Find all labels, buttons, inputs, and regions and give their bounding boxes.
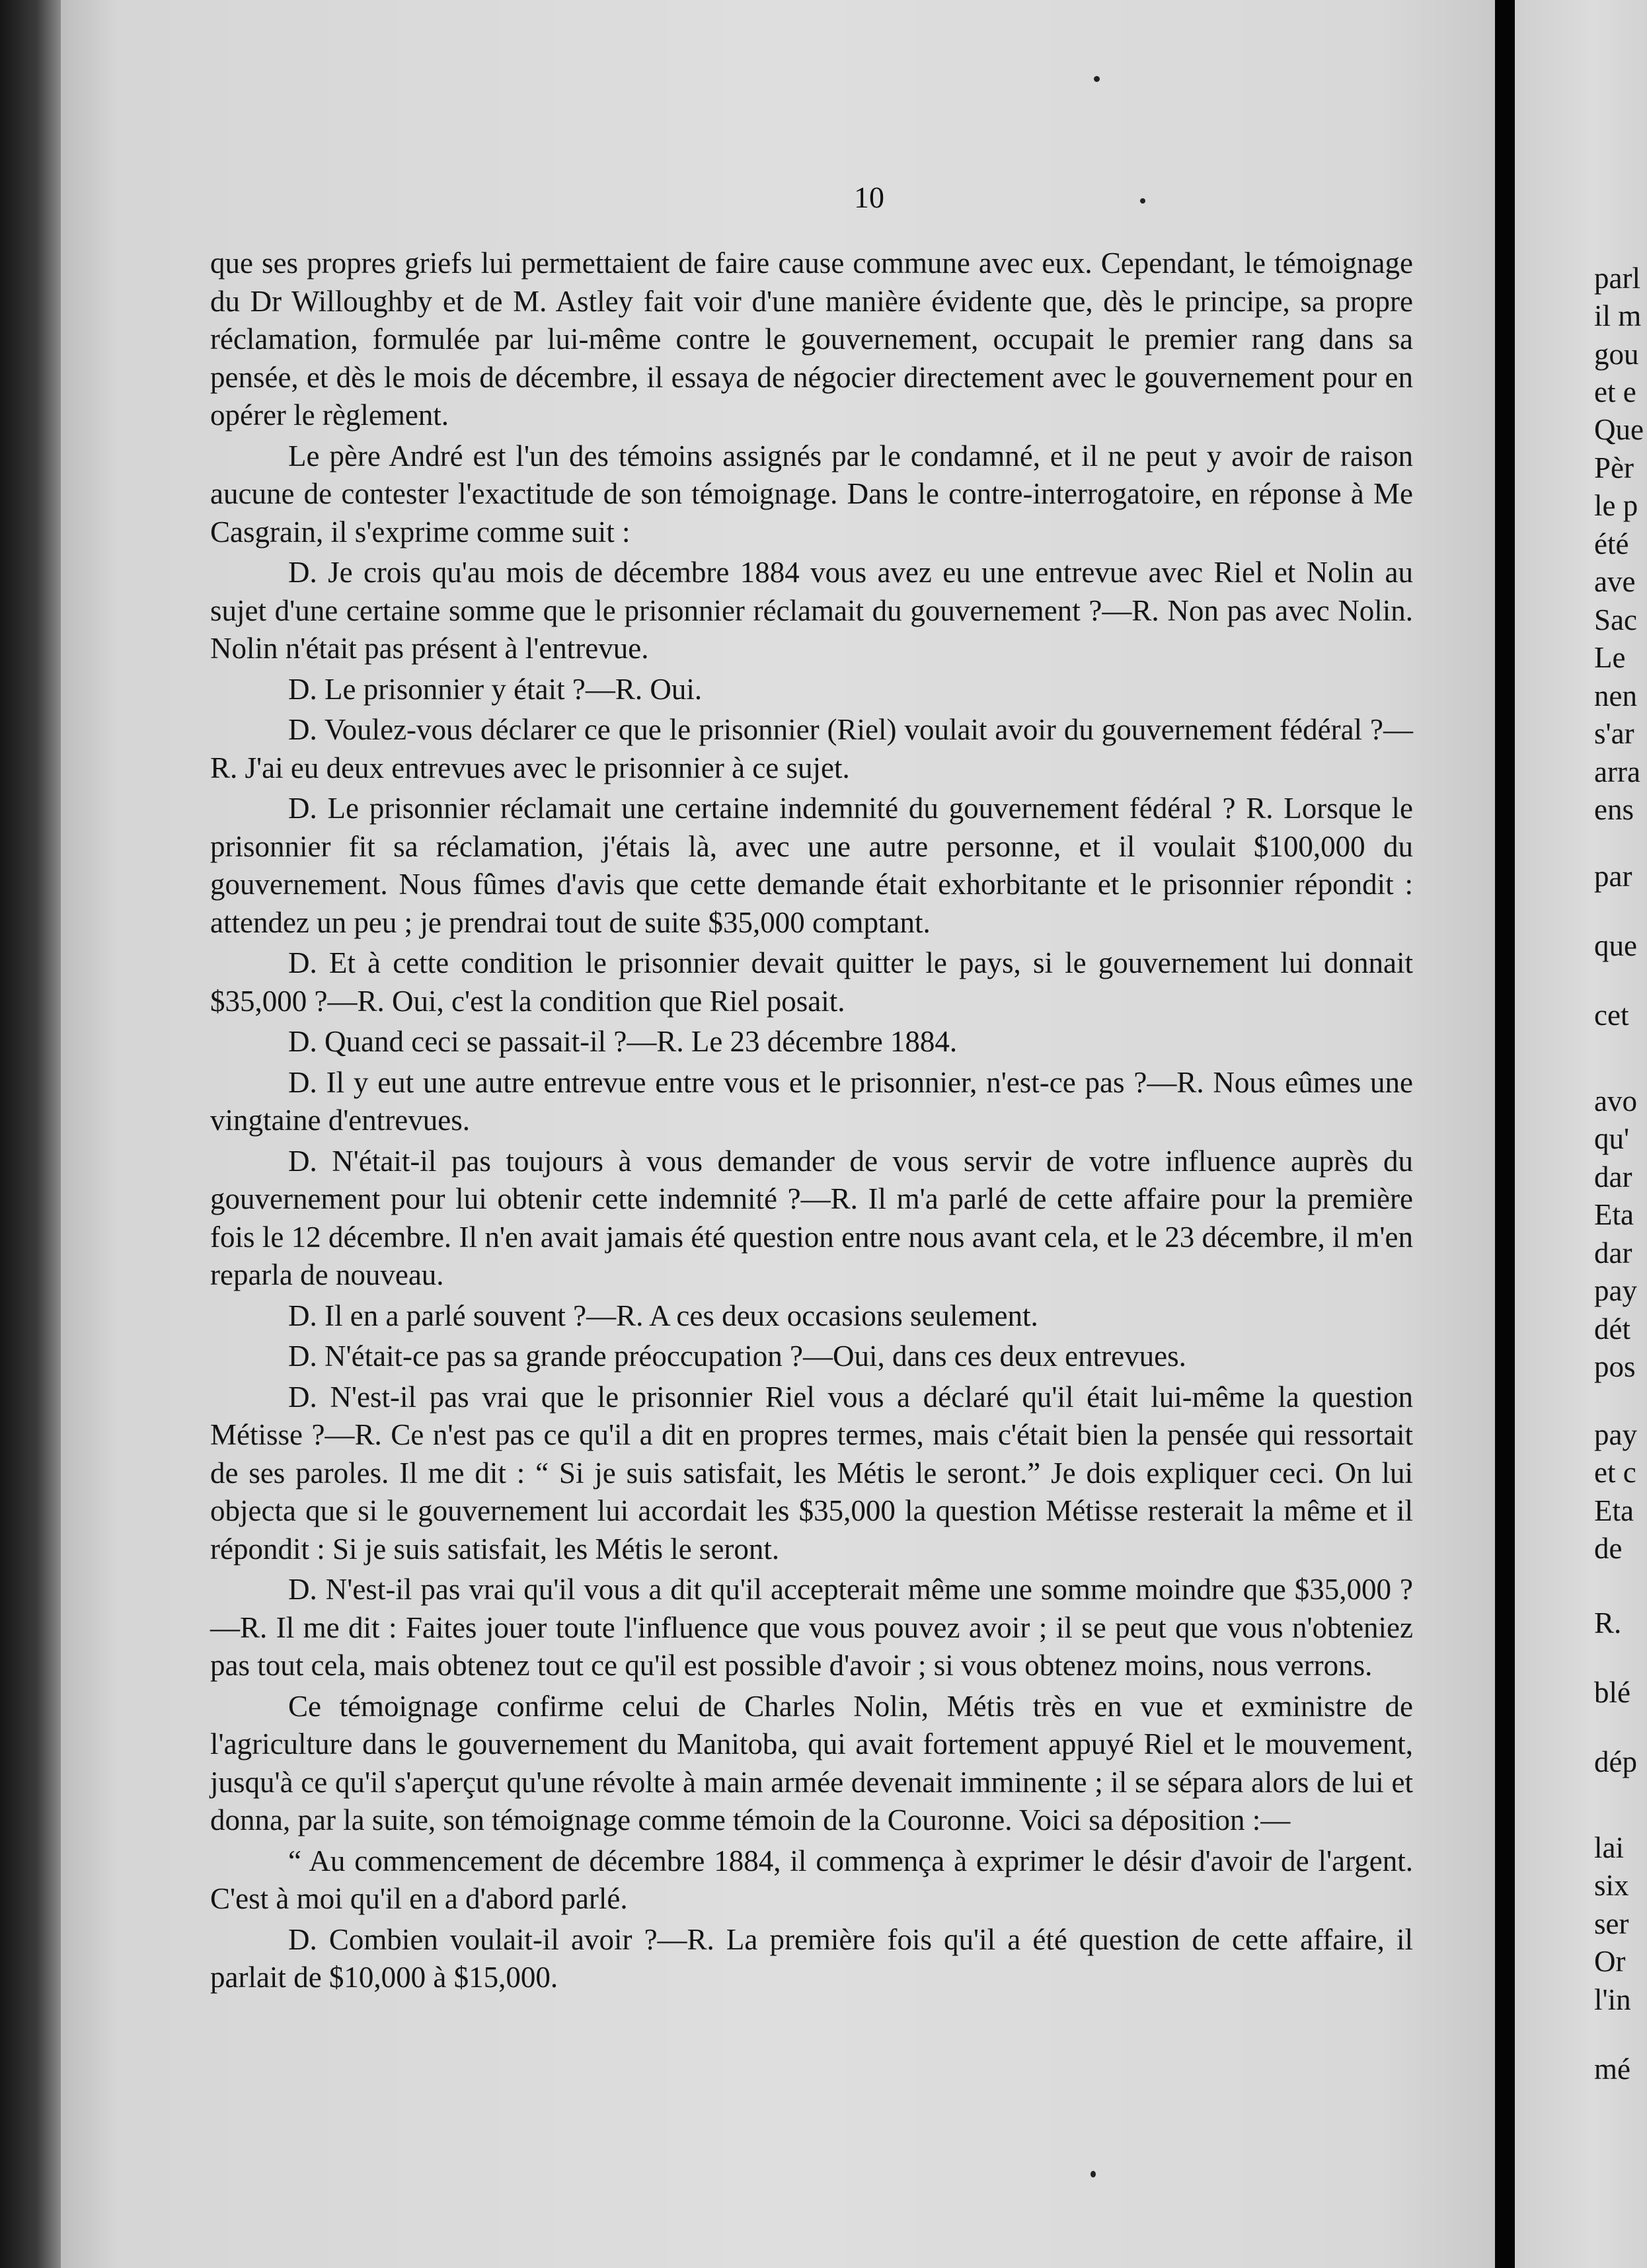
facing-page-fragment: Que	[1594, 413, 1644, 446]
facing-page-fragment: cet	[1594, 999, 1629, 1032]
facing-page-fragment: de	[1594, 1532, 1623, 1565]
facing-page-fragment: lai	[1594, 1831, 1624, 1864]
paragraph: D. N'est-il pas vrai qu'il vous a dit qu'il accepterait même une somme moindre que $35,000 ?—R. Il me dit : Faites jouer toute l'influence que vous pouvez avoir ; il se peut que vous n'obteniez pas tout cela, mais obtenez tout ce qu'il est possible d'avoir ; si vous obtenez moins, nous verrons.	[210, 1573, 1413, 1682]
facing-page-fragment: Pèr	[1594, 451, 1634, 484]
scan-left-border	[0, 0, 61, 2268]
facing-page-fragment: gou	[1594, 338, 1639, 371]
facing-page-fragment: six	[1594, 1869, 1629, 1902]
facing-page-fragment: il m	[1594, 299, 1642, 332]
facing-page-fragment: Or	[1594, 1945, 1626, 1978]
paragraph: D. Et à cette condition le prisonnier devait quitter le pays, si le gouvernement lui donnait $35,000 ?—R. Oui, c'est la condition que Riel posait.	[210, 946, 1413, 1018]
facing-page-fragment: ser	[1594, 1907, 1629, 1940]
paragraph: D. Le prisonnier réclamait une certaine indemnité du gouvernement fédéral ? R. Lorsque le prisonnier fit sa réclamation, j'étais là, avec une autre personne, et il voulait $100,000 du gouvernement. Nous fûmes d'avis que cette demande était exhorbitante et le prisonnier répondit : attendez un peu ; je prendrai tout de suite $35,000 comptant.	[210, 792, 1413, 939]
facing-page-fragment: pay	[1594, 1418, 1637, 1451]
paragraph: D. N'était-ce pas sa grande préoccupation ?—Oui, dans ces deux entrevues.	[288, 1340, 1186, 1373]
paragraph: D. Quand ceci se passait-il ?—R. Le 23 décembre 1884.	[288, 1025, 958, 1058]
book-gutter	[1495, 0, 1515, 2268]
facing-page-fragment: et c	[1594, 1456, 1636, 1489]
facing-page-fragment: ave	[1594, 565, 1636, 598]
facing-page-fragment: ens	[1594, 793, 1634, 826]
paragraph: Ce témoignage confirme celui de Charles Nolin, Métis très en vue et exministre de l'agriculture dans le gouvernement du Manitoba, qui avait fortement appuyé Riel et le mouvement, jusqu'à ce qu'il s'aperçut qu'une révolte à main armée devenait imminente ; il se sépara alors de lui et donna, par la suite, son témoignage comme témoin de la Couronne. Voici sa déposition :—	[210, 1689, 1413, 1836]
facing-page-fragment: pay	[1594, 1274, 1637, 1307]
scan-speck	[1094, 76, 1100, 82]
facing-page-fragment: arra	[1594, 755, 1640, 788]
paragraph: D. N'était-il pas toujours à vous demander de vous servir de votre influence auprès du gouvernement pour lui obtenir cette indemnité ?—R. Il m'a parlé de cette affaire pour la première fois le 12 décembre. Il n'en avait jamais été question entre nous avant cela, et le 23 décembre, il m'en reparla de nouveau.	[210, 1144, 1413, 1291]
paragraph: que ses propres griefs lui permettaient de faire cause commune avec eux. Cependant, le témoignage du Dr Willoughby et de M. Astley fait voir d'une manière évidente que, dès le principe, sa propre réclamation, formulée par lui-même contre le gouvernement, occupait le premier rang dans sa pensée, et dès le mois de décembre, il essaya de négocier directement avec le gouvernement pour en opérer le règlement.	[210, 246, 1413, 432]
facing-page-fragment: dét	[1594, 1312, 1630, 1345]
paragraph: “ Au commencement de décembre 1884, il commença à exprimer le désir d'avoir de l'argent. C'est à moi qu'il en a d'abord parlé.	[210, 1844, 1413, 1915]
facing-page-fragment: dép	[1594, 1745, 1637, 1778]
facing-page-fragment: été	[1594, 527, 1629, 560]
scan-speck	[1091, 2171, 1096, 2177]
paragraph: D. Je crois qu'au mois de décembre 1884 vous avez eu une entrevue avec Riel et Nolin au sujet d'une certaine somme que le prisonnier réclamait du gouvernement ?—R. Non pas avec Nolin. Nolin n'était pas présent à l'entrevue.	[210, 556, 1413, 665]
facing-page	[1515, 0, 1647, 2268]
paragraph: Le père André est l'un des témoins assignés par le condamné, et il ne peut y avoir de raison aucune de contester l'exactitude de son témoignage. Dans le contre-interrogatoire, en réponse à Me Casgrain, il s'exprime comme suit :	[210, 439, 1413, 548]
facing-page-fragment: Le	[1594, 641, 1626, 674]
body-text	[210, 245, 1413, 1997]
paragraph: D. Il en a parlé souvent ?—R. A ces deux occasions seulement.	[288, 1299, 1038, 1332]
facing-page-fragment: avo	[1594, 1084, 1637, 1117]
paragraph: D. Le prisonnier y était ?—R. Oui.	[288, 672, 703, 706]
facing-page-fragment: parl	[1594, 262, 1640, 295]
facing-page-fragment: R.	[1594, 1606, 1622, 1640]
facing-page-fragment: dar	[1594, 1160, 1632, 1193]
paragraph: D. Combien voulait-il avoir ?—R. La première fois qu'il a été question de cette affaire, il parlait de $10,000 à $15,000.	[210, 1922, 1413, 1994]
scan-speck	[1140, 198, 1145, 204]
page-number: 10	[854, 180, 884, 214]
facing-page-fragment: nen	[1594, 679, 1637, 712]
facing-page-fragment: Eta	[1594, 1198, 1634, 1231]
facing-page-fragment: mé	[1594, 2053, 1630, 2086]
facing-page-fragment: dar	[1594, 1236, 1632, 1269]
facing-page-fragment: le p	[1594, 489, 1638, 522]
facing-page-fragment: Eta	[1594, 1494, 1634, 1527]
facing-page-fragment: blé	[1594, 1676, 1630, 1709]
paragraph: D. Il y eut une autre entrevue entre vous et le prisonnier, n'est-ce pas ?—R. Nous eûmes une vingtaine d'entrevues.	[210, 1065, 1413, 1137]
paragraph: D. N'est-il pas vrai que le prisonnier Riel vous a déclaré qu'il était lui-même la question Métisse ?—R. Ce n'est pas ce qu'il a dit en propres termes, mais c'était bien la pensée qui ressortait de ses paroles. Il me dit : “ Si je suis satisfait, les Métis le seront.” Je dois expliquer ceci. On lui objecta que si le gouvernement lui accordait les $35,000 la question Métisse resterait la même et il répondit : Si je suis satisfait, les Métis le seront.	[210, 1380, 1413, 1566]
facing-page-fragment: et e	[1594, 375, 1636, 408]
facing-page-fragment: Sac	[1594, 603, 1637, 636]
facing-page-fragment: que	[1594, 929, 1637, 962]
facing-page-fragment: l'in	[1594, 1983, 1631, 2016]
facing-page-fragment: qu'	[1594, 1122, 1630, 1155]
facing-page-fragment: pos	[1594, 1350, 1636, 1383]
facing-page-fragment: par	[1594, 860, 1632, 893]
paragraph: D. Voulez-vous déclarer ce que le prisonnier (Riel) voulait avoir du gouvernement fédéral ?—R. J'ai eu deux entrevues avec le prisonnier à ce sujet.	[210, 713, 1413, 784]
facing-page-fragment: s'ar	[1594, 717, 1634, 750]
